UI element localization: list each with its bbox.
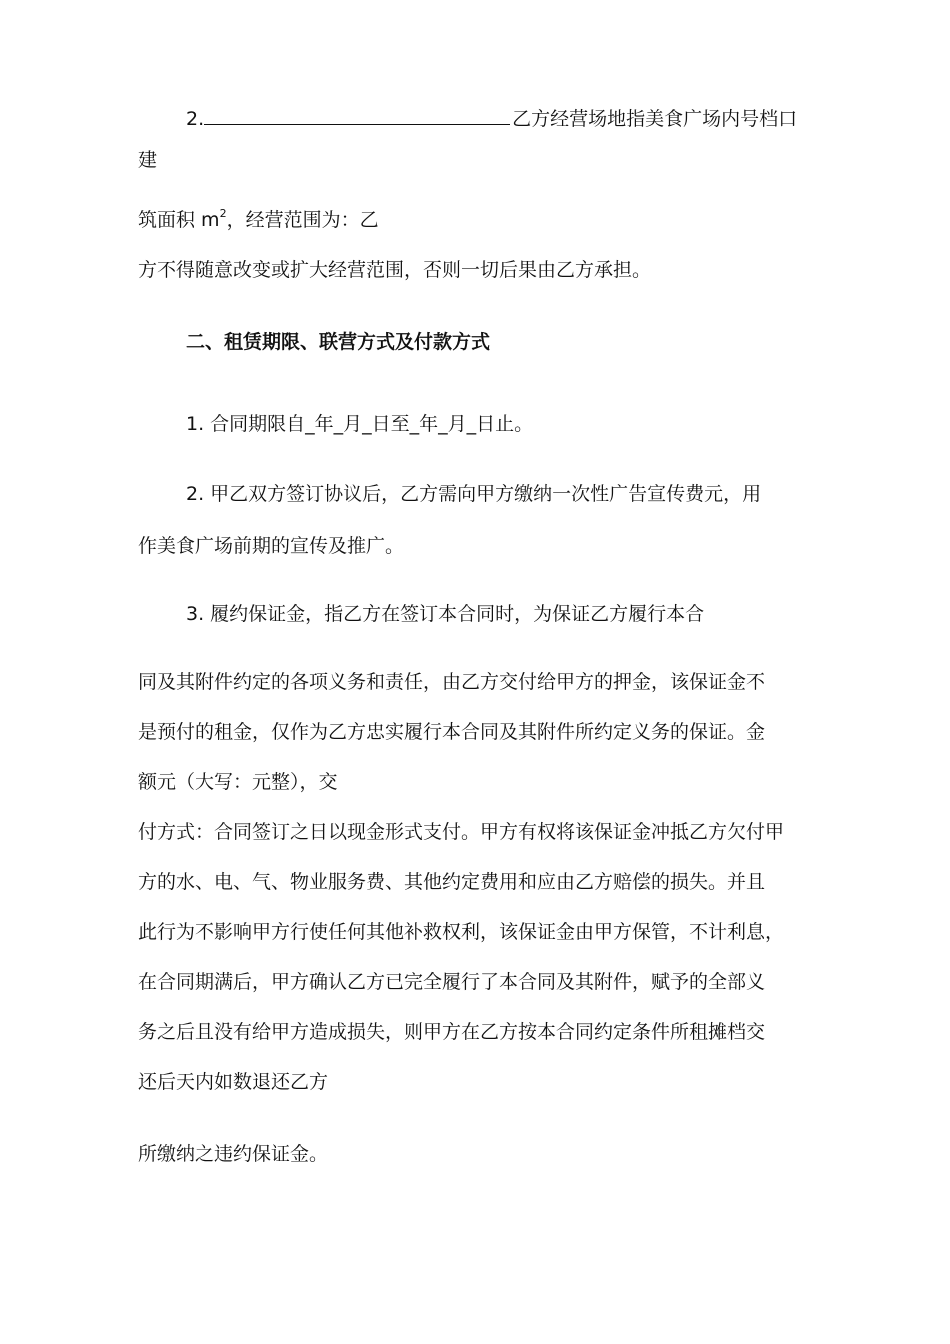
item-2-line-1: 2. 甲乙双方签订协议后，乙方需向甲方缴纳一次性广告宣传费元，用 <box>186 483 762 505</box>
final-line: 所缴纳之违约保证金。 <box>138 1143 329 1165</box>
fill-in-blank <box>204 104 510 125</box>
item-3-line: 此行为不影响甲方行使任何其他补救权利，该保证金由甲方保管，不计利息， <box>138 921 785 943</box>
clause-2-line-4: 方不得随意改变或扩大经营范围，否则一切后果由乙方承担。 <box>138 259 652 281</box>
item-2-line-2: 作美食广场前期的宣传及推广。 <box>138 535 405 557</box>
clause-2-line-3 <box>138 207 379 233</box>
item-1: 1. 合同期限自_年_月_日至_年_月_日止。 <box>186 413 534 435</box>
clause-2-line-2: 建 <box>138 149 158 171</box>
item-3-line: 方的水、电、气、物业服务费、其他约定费用和应由乙方赔偿的损失。并且 <box>138 871 766 893</box>
clause-2-line-1 <box>186 104 797 132</box>
item-3-line: 是预付的租金，仅作为乙方忠实履行本合同及其附件所约定义务的保证。金 <box>138 721 766 743</box>
item-3-line: 额元（大写：元整），交 <box>138 771 338 793</box>
item-3-line-1: 3. 履约保证金，指乙方在签订本合同时，为保证乙方履行本合 <box>186 603 705 625</box>
clause-number: 2. <box>186 108 205 130</box>
area-text: 筑面积 m <box>138 209 220 231</box>
item-3-line: 付方式：合同签订之日以现金形式支付。甲方有权将该保证金冲抵乙方欠付甲 <box>138 821 785 843</box>
item-3-line: 还后天内如数退还乙方 <box>138 1071 329 1093</box>
clause-text: 乙方经营场地指美食广场内号档口 <box>512 108 798 130</box>
superscript: 2 <box>219 206 227 220</box>
item-3-line: 务之后且没有给甲方造成损失，则甲方在乙方按本合同约定条件所租摊档交 <box>138 1021 766 1043</box>
scope-text: ，经营范围为：乙 <box>226 209 379 231</box>
item-3-line: 在合同期满后，甲方确认乙方已完全履行了本合同及其附件，赋予的全部义 <box>138 971 766 993</box>
section-heading: 二、租赁期限、联营方式及付款方式 <box>186 331 491 353</box>
item-3-line: 同及其附件约定的各项义务和责任，由乙方交付给甲方的押金，该保证金不 <box>138 671 766 693</box>
